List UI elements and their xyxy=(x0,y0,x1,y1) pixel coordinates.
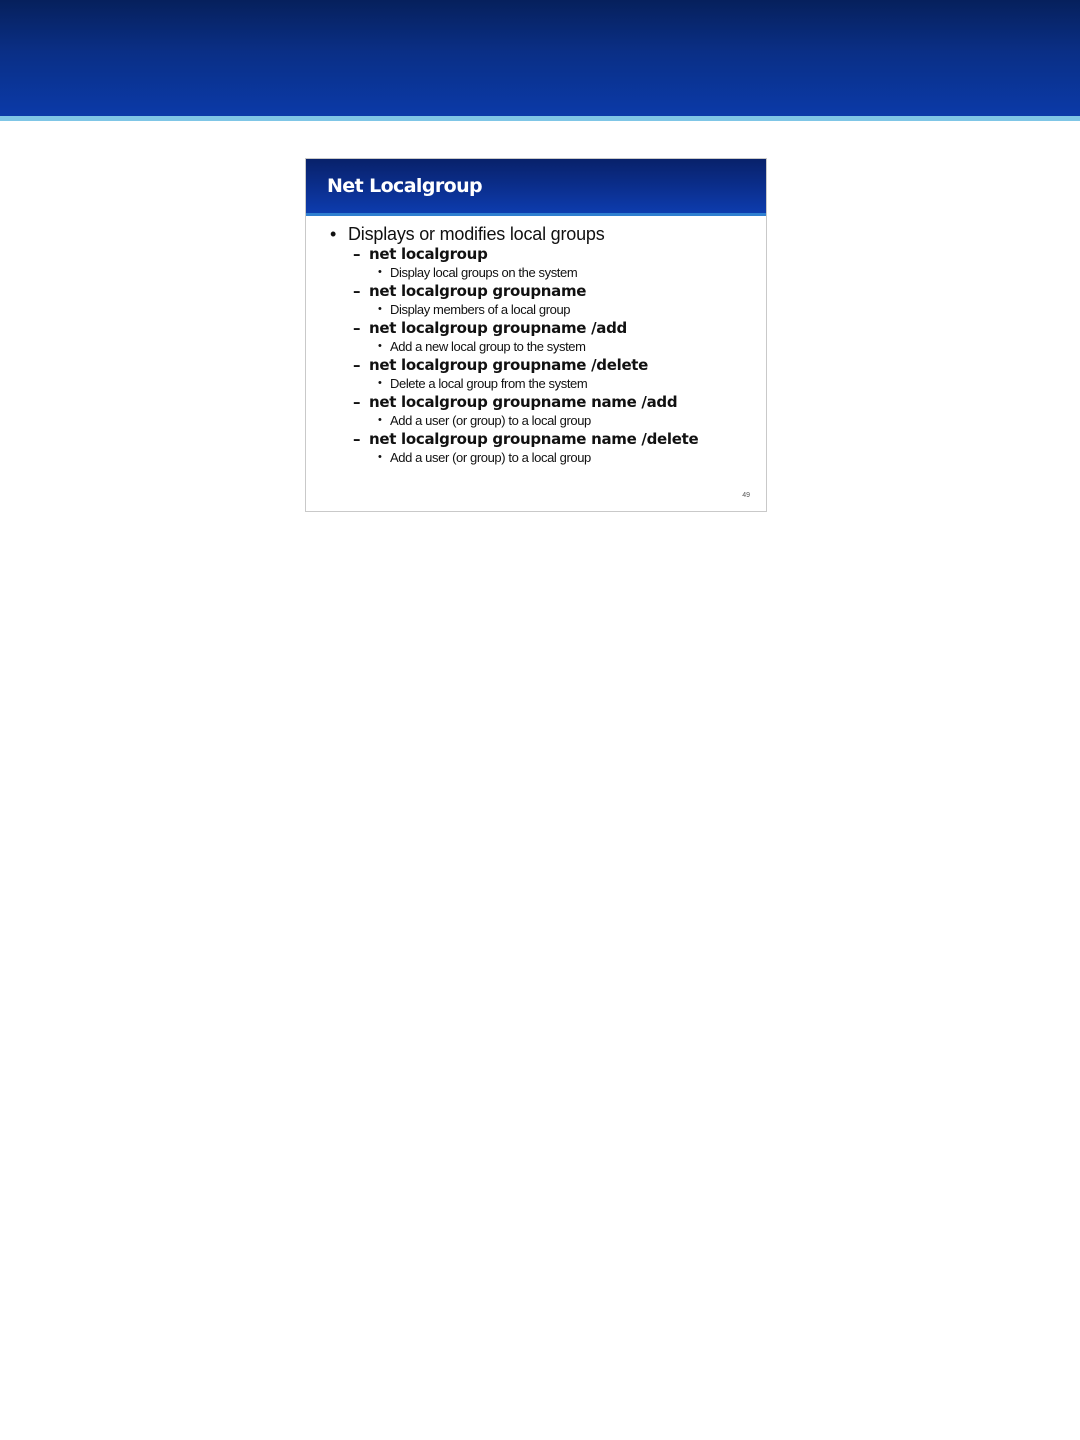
command-list xyxy=(306,245,766,467)
dash-marker: – xyxy=(353,356,361,374)
list-item xyxy=(306,393,766,430)
command-line xyxy=(306,430,766,448)
command-line xyxy=(306,245,766,263)
slide-title-bar xyxy=(306,159,766,216)
description-text: Delete a local group from the system xyxy=(390,376,588,391)
slide-body xyxy=(306,223,766,467)
command-text: net localgroup xyxy=(369,245,488,263)
bullet-dot: • xyxy=(378,340,382,352)
dash-marker: – xyxy=(353,319,361,337)
command-text: net localgroup groupname name /add xyxy=(369,393,678,411)
description-line xyxy=(306,411,766,430)
description-line xyxy=(306,263,766,282)
list-item xyxy=(306,245,766,282)
main-bullet-text: Displays or modifies local groups xyxy=(348,224,605,244)
bullet-dot: • xyxy=(330,224,337,244)
list-item xyxy=(306,319,766,356)
bullet-dot: • xyxy=(378,377,382,389)
dash-marker: – xyxy=(353,282,361,300)
bullet-dot: • xyxy=(378,451,382,463)
description-text: Add a user (or group) to a local group xyxy=(390,450,591,465)
command-line xyxy=(306,319,766,337)
page-header-accent-stripe xyxy=(0,116,1080,121)
description-line xyxy=(306,337,766,356)
command-text: net localgroup groupname /add xyxy=(369,319,627,337)
description-line xyxy=(306,448,766,467)
dash-marker: – xyxy=(353,393,361,411)
command-line xyxy=(306,356,766,374)
description-text: Display local groups on the system xyxy=(390,265,578,280)
command-text: net localgroup groupname /delete xyxy=(369,356,649,374)
bullet-dot: • xyxy=(378,414,382,426)
page-header-banner xyxy=(0,0,1080,116)
main-bullet xyxy=(306,223,766,245)
command-line xyxy=(306,393,766,411)
description-line xyxy=(306,374,766,393)
slide-title: Net Localgroup xyxy=(327,175,482,197)
list-item xyxy=(306,282,766,319)
dash-marker: – xyxy=(353,245,361,263)
command-text: net localgroup groupname xyxy=(369,282,587,300)
list-item xyxy=(306,356,766,393)
description-text: Add a user (or group) to a local group xyxy=(390,413,591,428)
command-line xyxy=(306,282,766,300)
description-line xyxy=(306,300,766,319)
bullet-dot: • xyxy=(378,266,382,278)
dash-marker: – xyxy=(353,430,361,448)
slide-page-number: 49 xyxy=(742,492,750,499)
list-item xyxy=(306,430,766,467)
description-text: Display members of a local group xyxy=(390,302,571,317)
bullet-dot: • xyxy=(378,303,382,315)
description-text: Add a new local group to the system xyxy=(390,339,586,354)
slide-thumbnail xyxy=(305,158,767,512)
command-text: net localgroup groupname name /delete xyxy=(369,430,699,448)
